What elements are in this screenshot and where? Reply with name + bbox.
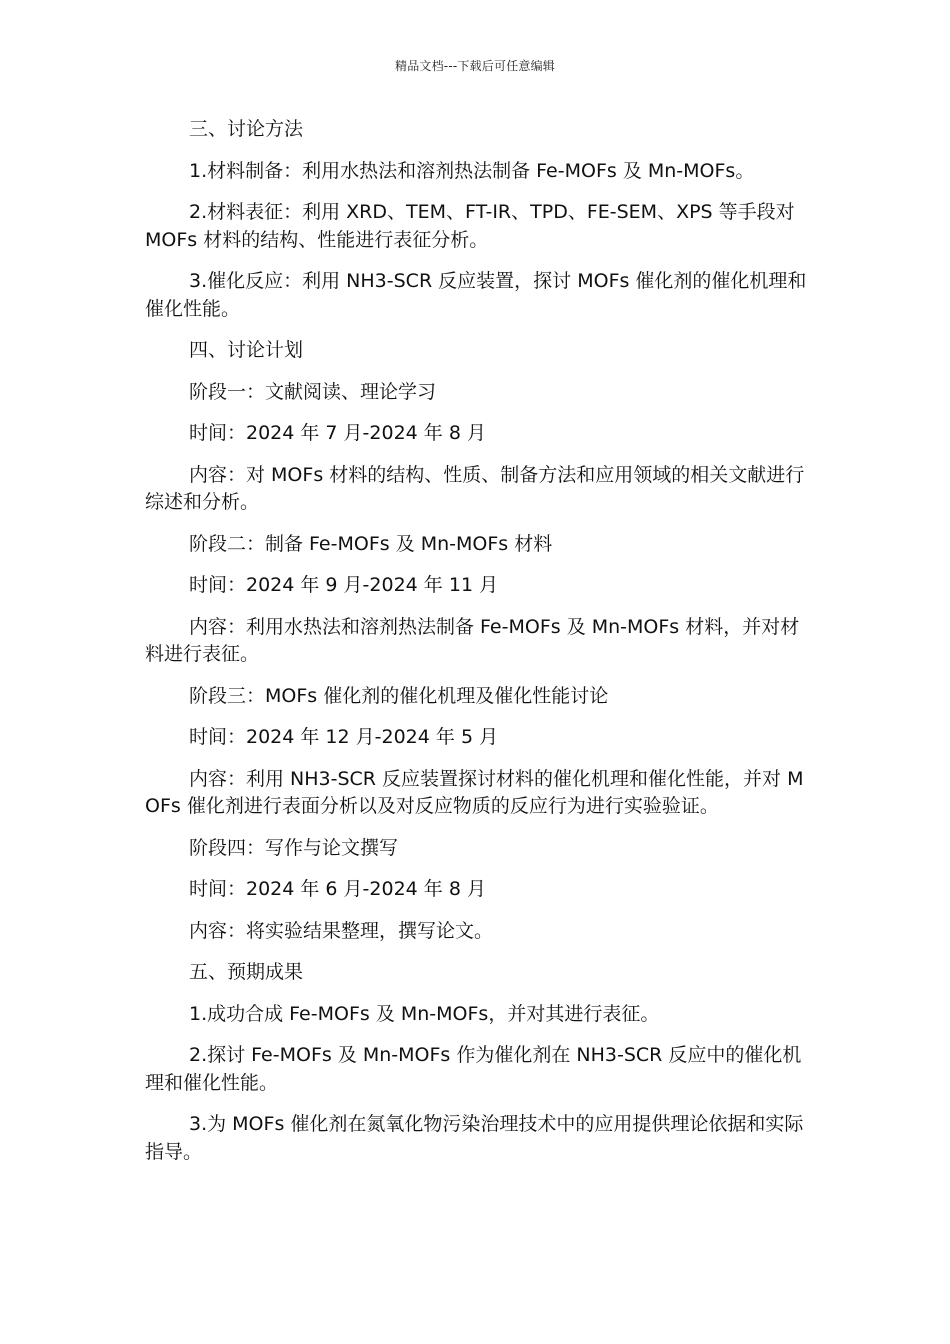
outcome-item-mechanism: 2.探讨 Fe-MOFs 及 Mn-MOFs 作为催化剂在 NH3-SCR 反应中的催化机理和催化性能。 <box>145 1044 802 1094</box>
page-header: 精品文档---下载后可任意编辑 <box>395 59 555 73</box>
outcome-item-application: 3.为 MOFs 催化剂在氮氧化物污染治理技术中的应用提供理论依据和实际指导。 <box>145 1113 804 1163</box>
outcome-item-synthesis: 1.成功合成 Fe-MOFs 及 Mn-MOFs，并对其进行表征。 <box>189 1002 660 1025</box>
stage-four-time: 时间：2024 年 6 月-2024 年 8 月 <box>189 878 486 900</box>
stage-two-content: 内容：利用水热法和溶剂热法制备 Fe-MOFs 及 Mn-MOFs 材料，并对材料进行表征。 <box>145 615 800 665</box>
method-item-preparation: 1.材料制备：利用水热法和溶剂热法制备 Fe-MOFs 及 Mn-MOFs。 <box>189 159 755 182</box>
section-heading-methods: 三、讨论方法 <box>189 118 304 140</box>
section-heading-plan: 四、讨论计划 <box>189 339 304 361</box>
document-body <box>145 116 810 1180</box>
stage-three-content: 内容：利用 NH3-SCR 反应装置探讨材料的催化机理和催化性能，并对 MOFs 催化剂进行表面分析以及对反应物质的反应行为进行实验验证。 <box>145 767 804 817</box>
stage-two-time: 时间：2024 年 9 月-2024 年 11 月 <box>189 574 499 596</box>
method-item-characterization: 2.材料表征：利用 XRD、TEM、FT-IR、TPD、FE-SEM、XPS 等手段对 MOFs 材料的结构、性能进行表征分析。 <box>145 201 795 251</box>
stage-two-title: 阶段二：制备 Fe-MOFs 及 Mn-MOFs 材料 <box>189 532 553 555</box>
stage-one-time: 时间：2024 年 7 月-2024 年 8 月 <box>189 422 486 444</box>
stage-three-title: 阶段三：MOFs 催化剂的催化机理及催化性能讨论 <box>189 684 609 707</box>
stage-four-content: 内容：将实验结果整理，撰写论文。 <box>189 919 494 942</box>
stage-one-content: 内容：对 MOFs 材料的结构、性质、制备方法和应用领域的相关文献进行综述和分析。 <box>145 463 805 513</box>
method-item-catalysis: 3.催化反应：利用 NH3-SCR 反应装置，探讨 MOFs 催化剂的催化机理和催化性能。 <box>145 270 807 320</box>
stage-one-title: 阶段一：文献阅读、理论学习 <box>189 380 437 403</box>
stage-four-title: 阶段四：写作与论文撰写 <box>189 836 399 859</box>
section-heading-outcomes: 五、预期成果 <box>189 961 304 983</box>
stage-three-time: 时间：2024 年 12 月-2024 年 5 月 <box>189 726 499 748</box>
